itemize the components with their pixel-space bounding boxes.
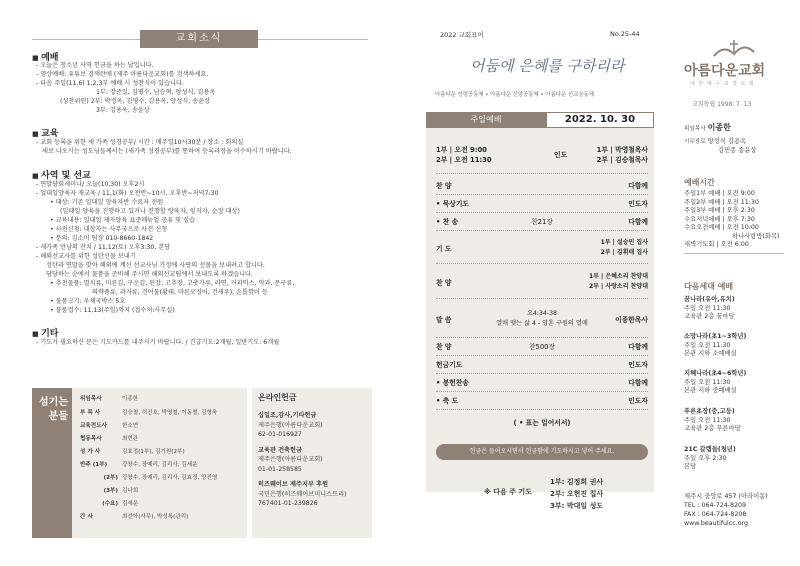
pastor-info: 위임목사 이종한 xyxy=(684,123,731,132)
servant-row: (수요) 김세운 xyxy=(102,501,139,507)
servant-row: 간 사 최선아(사무), 박성록(관리) xyxy=(80,514,189,520)
divider xyxy=(436,391,648,392)
divider xyxy=(258,39,368,40)
divider xyxy=(436,355,648,356)
section-etc-heading: ■ 기타 xyxy=(32,326,58,339)
offering-group: 교육관 건축헌금 제주은행(아름다운교회) 01-01-258585 xyxy=(258,446,323,473)
text-line: • 사전신청: 대상자는 사무국으로 사전 신청 xyxy=(50,226,168,233)
next-week-prayers: 1부: 김정희 권사 2부: 오현진 집사 3부: 박대일 성도 xyxy=(550,478,604,510)
offering-group: 십일조,감사,기타헌금 제주은행(아름다운교회) 62-01-016927 xyxy=(258,412,323,438)
text-line: - 다음 주일(11,6) 1,2,3부 예배 시 성찬식이 있습니다. xyxy=(36,80,184,87)
motto-sub: 아름다운 성령공동체 • 아름다운 신앙공동체 • 아름다운 선교공동체 xyxy=(435,92,594,98)
text-line: 1부: 장준일, 김평수, 남승혁, 양성식, 김용옥 xyxy=(96,89,216,96)
online-offering-box xyxy=(252,388,372,538)
service-times: 1부 | 오전 9:00 2부 | 오전 11:30 인도 1부 | 박영철목사 2부 | 김승철목사 xyxy=(436,146,648,164)
worship-heading: 주일예배 xyxy=(426,112,546,128)
ministry-group: 21C 갈렙들(청년) 주일 오후 2:30 본당 xyxy=(684,446,736,470)
section-worship-heading: ■ 예배 xyxy=(32,50,58,63)
motto-label: 2022 교회표어 xyxy=(440,31,484,39)
worship-times-heading: 예배시간 xyxy=(684,178,715,187)
news-heading: 교회소식 xyxy=(140,30,258,48)
worship-order-box xyxy=(426,112,654,492)
text-line: - 해외선교사를 위한 성탄선물 보내기 xyxy=(36,253,136,260)
founded-date: 교회창립 1998. 7. 13 xyxy=(692,101,752,108)
section-education-heading: ■ 교육 xyxy=(32,126,58,139)
text-line: • 문의: 김소미 팀장 010-8660-1842 xyxy=(50,235,154,242)
servant-row: 부 목 사 김승철, 허진호, 박영철, 이동철, 김형욱 xyxy=(80,410,218,416)
offering-note: 헌금은 들어오시면서 헌금함에 기도하시고 넣어 주세요. xyxy=(436,444,648,460)
text-line: - 오늘은 청소년 사역 헌금을 하는 날입니다. xyxy=(36,62,154,69)
text-line: (성찬위원) 2부: 박정옥, 김평수, 김용옥, 양성식, 송윤상 xyxy=(60,98,211,105)
next-gen-heading: 다음세대 예배 xyxy=(684,282,734,291)
text-line: • 추천물품: 멸치류, 미른김, 구운김, 된장, 고추장, 고춧가루, 라면, 커피믹스, 약과, 문구류, xyxy=(50,280,295,287)
servant-row: (2부) 강창수, 장예리, 김리사, 김효정, 양진영 xyxy=(103,475,218,481)
offering-group: 히즈웨이브 제주지부 후원 국민은행(히즈웨이브미니스트리) 767401-01-239826 xyxy=(258,481,347,507)
next-week-label: ※ 다음 주 기도 xyxy=(484,488,532,496)
text-line: 의약품류, 과자류, 건어물(황태, 마른오징어, 건새우), 손톱깎이 등 xyxy=(92,289,268,296)
divider xyxy=(684,253,784,254)
divider xyxy=(436,263,648,264)
order-item: 찬 양 1부 | 은혜소리 찬양대 2부 | 사랑소리 찬양대 xyxy=(436,273,648,290)
text-line: 새로 나오시는 성도님들께서는 (새가족 성경공부)를 통하여 등록과정을 이수하시기 바랍니다. xyxy=(42,148,292,155)
text-line: (일대일 양육을 진행하고 있거나 진행할 양육자, 임직자, 순장 대상) xyxy=(60,208,240,215)
issue-number: No.25-44 xyxy=(610,30,640,38)
servant-row: (3부) 김나희 xyxy=(103,488,139,494)
text-line: - 기도가 필요하신 분은 기도카드를 내주시기 바랍니다. / 긴급기도:2개월, 일반기도: 6개월 xyxy=(36,339,280,346)
servant-row: 위임목사 이종한 xyxy=(80,396,139,402)
church-denomination: 대 한 예 수 교 장 로 회 xyxy=(690,81,755,87)
church-address: 제주시 중앙로 457 (아라이동) TEL : 064-724-8209 FAX : 064-724-8208 www.beautifulcc.org xyxy=(684,493,768,527)
section-mission-heading: ■ 사역 및 선교 xyxy=(32,168,91,181)
text-line: - 영상예배: 유튜브 검색란에 (제주 아름다운교회)를 검색하세요. xyxy=(36,71,209,78)
divider xyxy=(436,373,648,374)
order-item: 기 도 1부 | 설승민 집사 2부 | 김휘태 집사 xyxy=(436,239,648,256)
ministry-group: 꿈나라(유아,유치) 주일 오전 11:30 교육관 2층 꿈마당 xyxy=(684,296,735,320)
elders-info: 김민종 송윤상 xyxy=(718,147,757,154)
servants-title: 섬기는 분들 xyxy=(32,388,72,538)
divider xyxy=(436,409,648,410)
text-line: 성탄과 연말을 맞아 해외에 계신 선교사님 가정에 사랑의 선물을 보내려고 합니다. xyxy=(46,262,265,269)
elders-info: 시무장로 양성식 김용옥 xyxy=(684,138,747,145)
text-line: - 연말당회세미나/ 오늘(10,30) 오후2시 xyxy=(36,181,145,188)
worship-date: 2022. 10. 30 xyxy=(546,112,654,128)
ministry-group: 소망나라(초1~3학년) 주일 오전 11:30 본관 지하 소예배실 xyxy=(684,333,747,357)
order-item: 말 씀 요4:34-38 열매 맺는 삶 4 - 영혼 구원의 열매 이종한목사 xyxy=(436,310,648,327)
text-line: - 새가족 만남의 잔치 / 11,12(토) 오후3:30, 본당 xyxy=(36,244,171,251)
divider xyxy=(436,212,648,213)
divider xyxy=(436,194,648,195)
church-logo-icon xyxy=(712,38,756,60)
worship-times: 주일1부 예배 | 오전 9:00 주일2부 예배 | 오전 11:30 주일3부 예배 | 오후 2:30 수요저녁예배 | 오후 7:30 수요오전예배 | 오전 10:00 하나사랑방(화목) 새벽기도회 | 오전 6:00 xyxy=(684,190,780,248)
text-line: • 물품크기: 우체국박스 5호 xyxy=(50,298,126,305)
divider xyxy=(436,173,648,174)
text-line: - 일대일양육자 재교육 / 11,1(화) 오전반~10시, 오후반~저녁7:30 xyxy=(36,190,219,197)
text-line: - 교회 등록을 위한 새 가족 성경공부/ 시간 : 매주일10시30분 / 장소 : 회의실 xyxy=(36,139,244,146)
text-line: • 물품접수: 11,13(주일)까지 (접수처:사무실) xyxy=(50,307,175,314)
servant-row: 성 가 사 김효정(1부), 김기원(2부) xyxy=(80,449,185,455)
servant-row: 교육전도사 한소연 xyxy=(80,423,139,429)
divider xyxy=(436,337,648,338)
text-line: • 교육내용: 일대일 제자양육 표준매뉴얼 공유 및 실습 xyxy=(50,217,196,224)
church-name: 아름다운교회 xyxy=(684,63,766,79)
ministry-group: 지혜나라(초4~6학년) 주일 오전 11:30 본관 지하 중예배실 xyxy=(684,370,747,394)
text-line: 3부: 김용옥, 송윤상 xyxy=(96,107,150,114)
servant-row: 협동목사 최현관 xyxy=(80,436,139,442)
divider xyxy=(436,230,648,231)
servant-row: 반주 (1부) 강창수, 장예리, 김리사, 김세운 xyxy=(80,462,198,468)
motto: 어둠에 은혜를 구하리라 xyxy=(470,57,625,75)
divider xyxy=(436,298,648,299)
text-line: 담당하는 순에서 물품을 준비해 주시면 해외선교팀에서 보내도록 하겠습니다. xyxy=(46,271,254,278)
ministry-group: 푸른초장(중,고등) 주일 오전 11:30 교육관 2층 푸른마당 xyxy=(684,408,741,432)
divider xyxy=(32,39,140,40)
online-offering-title: 온라인헌금 xyxy=(258,393,297,402)
text-line: • 대상: 기존 일대일 양육자반 수료자 전원 xyxy=(50,199,164,206)
